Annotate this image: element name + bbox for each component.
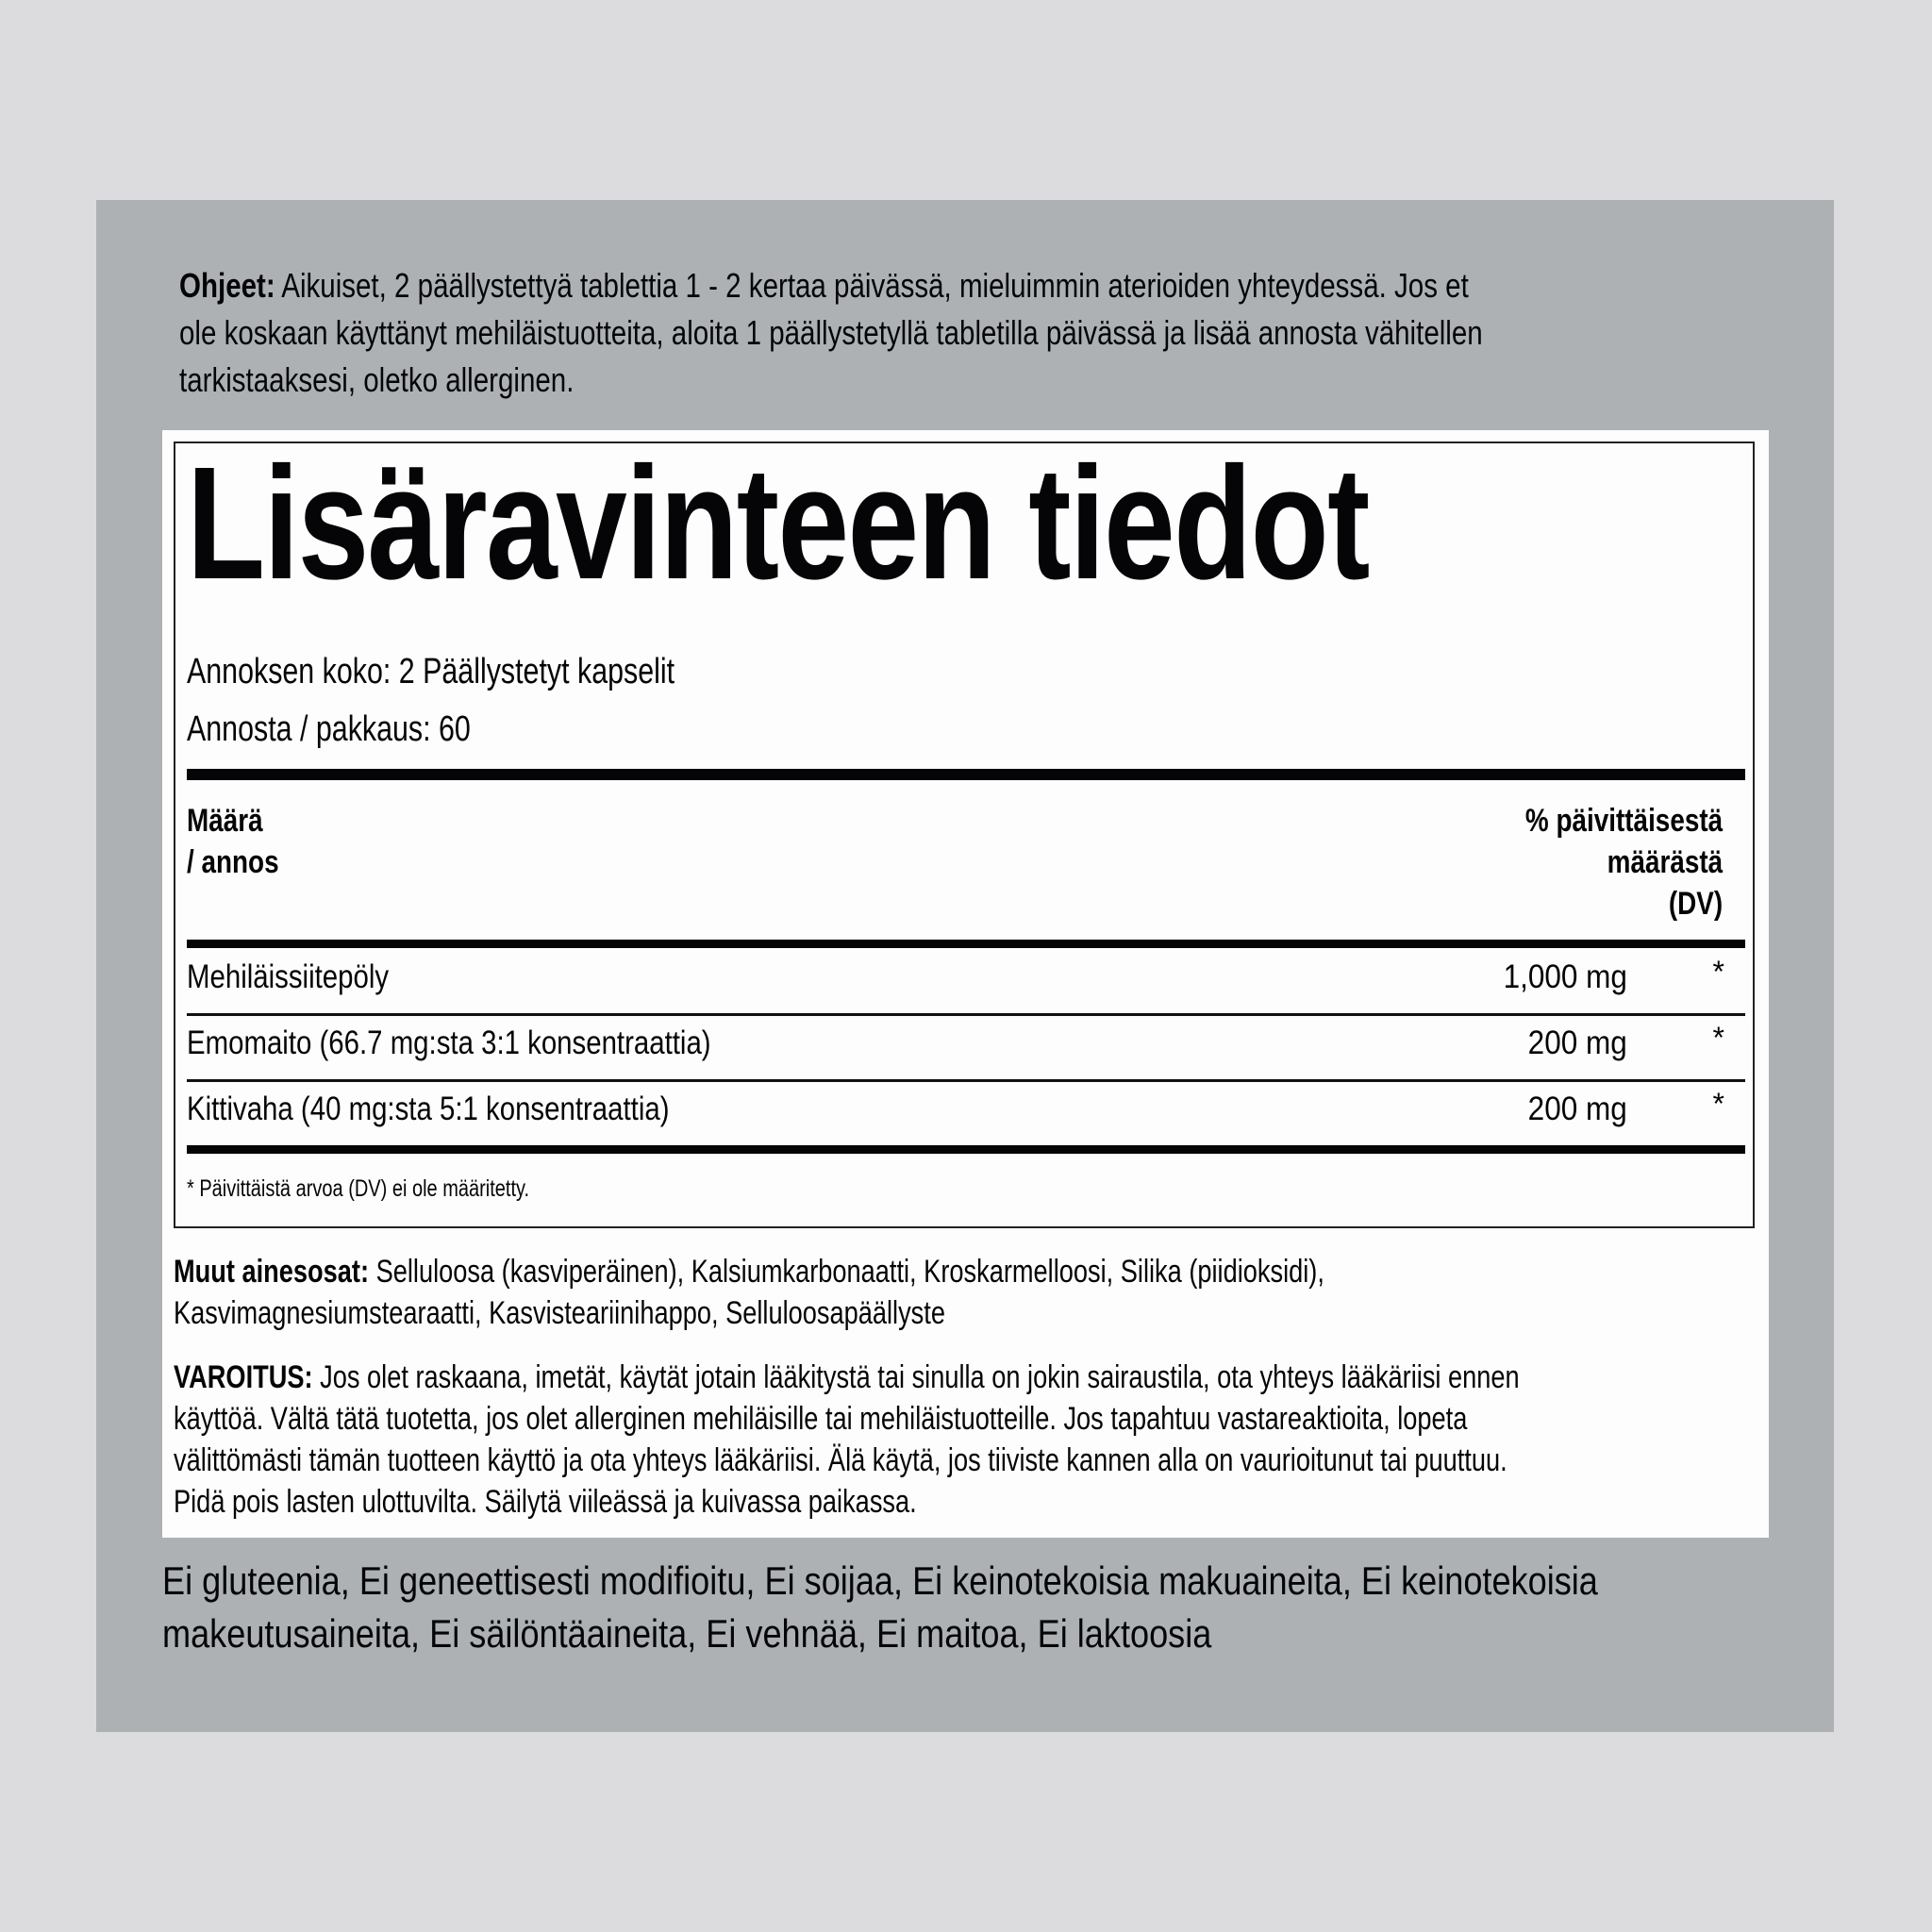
nutrient-row (187, 1023, 1745, 1064)
directions-label: Ohjeet: (179, 266, 275, 305)
warning-block: VAROITUS: Jos olet raskaana, imetät, käytät jotain lääkitystä tai sinulla on jokin sairaustila, ota yhteys lääkäriisi ennen käyttöä. Vältä tätä tuotetta, jos olet allerginen mehiläisille tai mehiläistuotteille. Jos tapahtuu vastareaktioita, lopeta välittömästi tämän tuotteen käyttö ja ota yhteys lääkäriisi. Älä käytä, jos tiiviste kannen alla on vaurioitunut tai puuttuu. Pidä pois lasten ulottuvilta. Säilytä viileässä ja kuivassa paikassa. (174, 1359, 1520, 1520)
directions-line-3: tarkistaaksesi, oletko allerginen. (179, 360, 575, 399)
dv-footnote: * Päivittäistä arvoa (DV) ei ole määritetty. (187, 1175, 530, 1202)
nutrient-dv: * (1712, 1087, 1724, 1121)
other-ingredients: Muut ainesosat: Selluloosa (kasviperäinen), Kalsiumkarbonaatti, Kroskarmelloosi, Silika (piidioksidi), Kasvimagnesiumstearaatti, Kasvisteariinihappo, Selluloosapäällyste (174, 1254, 1324, 1331)
nutrient-dv: * (1712, 1021, 1724, 1055)
amount-per-serving-header: Määrä / annos (187, 803, 279, 880)
daily-value-header: % päivittäisestä määrästä (DV) (1524, 803, 1723, 922)
serving-size: Annoksen koko: 2 Päällystetyt kapselit (187, 652, 675, 691)
nutrient-name: Emomaito (66.7 mg:sta 3:1 konsentraattia) (187, 1024, 711, 1061)
nutrient-name: Mehiläissiitepöly (187, 958, 390, 995)
nutrient-row (187, 957, 1745, 998)
free-from-statement: Ei gluteenia, Ei geneettisesti modifioitu, Ei soijaa, Ei keinotekoisia makuaineita, Ei keinotekoisia makeutusaineita, Ei säilöntäaineita, Ei vehnää, Ei maitoa, Ei laktoosia (162, 1558, 1598, 1656)
nutrient-name: Kittivaha (40 mg:sta 5:1 konsentraattia) (187, 1091, 670, 1127)
warning-label: VAROITUS: (174, 1359, 313, 1395)
servings-per-container: Annosta / pakkaus: 60 (187, 709, 471, 749)
divider-thick (187, 769, 1745, 780)
directions-line-1: Ohjeet: Aikuiset, 2 päällystettyä tablettia 1 - 2 kertaa päivässä, mieluimmin aterioiden yhteydessä. Jos et (179, 266, 1469, 305)
divider-thick (187, 1145, 1745, 1154)
nutrient-amount: 200 mg (1527, 1091, 1627, 1127)
nutrient-amount: 1,000 mg (1503, 958, 1627, 995)
directions-block (179, 262, 1783, 404)
directions-line-2: ole koskaan käyttänyt mehiläistuotteita, aloita 1 päällystetyllä tabletilla päivässä ja lisää annosta vähitellen (179, 313, 1483, 352)
facts-title: Lisäravinteen tiedot (187, 434, 1369, 613)
divider-thick (187, 940, 1745, 948)
nutrient-dv: * (1712, 955, 1724, 989)
divider-thin (187, 1079, 1745, 1082)
nutrient-row (187, 1089, 1745, 1130)
other-ingredients-label: Muut ainesosat: (174, 1254, 370, 1290)
divider-thin (187, 1013, 1745, 1016)
nutrient-amount: 200 mg (1527, 1024, 1627, 1061)
